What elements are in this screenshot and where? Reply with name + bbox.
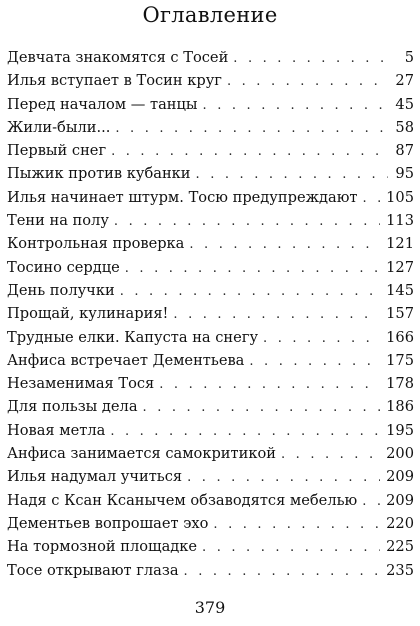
toc-entry-title: Новая метла bbox=[7, 421, 106, 439]
toc-entry-title: Контрольная проверка bbox=[7, 235, 185, 253]
dot-leader bbox=[114, 210, 380, 233]
toc-entry-title: Для пользы дела bbox=[7, 398, 138, 416]
toc-entry-title: Надя с Ксан Ксанычем обзаводятся мебелью bbox=[7, 491, 358, 509]
dot-leader bbox=[184, 560, 381, 583]
toc-entry-title: Илья надумал учиться bbox=[7, 468, 183, 486]
dot-leader bbox=[281, 443, 380, 466]
dot-leader bbox=[187, 466, 380, 489]
toc-entry-title: Анфиса встречает Дементьева bbox=[7, 351, 245, 369]
toc-entry-page: 45 bbox=[395, 95, 414, 113]
toc-entry-page: 157 bbox=[386, 305, 414, 323]
toc-entry bbox=[7, 232, 414, 255]
toc-entry-page: 121 bbox=[386, 235, 414, 253]
toc-entry-page: 87 bbox=[395, 142, 414, 160]
toc-entry-page: 166 bbox=[386, 328, 414, 346]
dot-leader bbox=[189, 233, 380, 256]
dot-leader bbox=[173, 303, 380, 326]
dot-leader bbox=[249, 350, 380, 373]
toc-entry bbox=[7, 442, 414, 465]
dot-leader bbox=[111, 140, 388, 163]
toc-entry-page: 5 bbox=[404, 49, 414, 66]
dot-leader bbox=[196, 163, 388, 186]
toc-entry-title: День получки bbox=[7, 281, 115, 299]
toc-entry bbox=[7, 326, 414, 349]
toc-entry bbox=[7, 419, 414, 442]
toc-entry bbox=[7, 93, 414, 116]
dot-leader bbox=[115, 117, 388, 140]
toc-entry bbox=[7, 559, 414, 582]
toc-entry bbox=[7, 302, 414, 325]
toc-entry bbox=[7, 465, 414, 488]
toc-entry-title: Тосино сердце bbox=[7, 258, 120, 276]
toc-entry-page: 220 bbox=[386, 514, 414, 532]
toc-entry-title: Илья начинает штурм. Тосю предупреждают bbox=[7, 188, 358, 206]
toc-entry-page: 145 bbox=[386, 281, 414, 299]
toc-entry bbox=[7, 162, 414, 185]
toc-entry-title: Первый снег bbox=[7, 142, 107, 160]
toc-entry-page: 113 bbox=[386, 212, 414, 230]
toc-entry bbox=[7, 535, 414, 558]
toc-entry bbox=[7, 489, 414, 512]
dot-leader bbox=[263, 327, 380, 350]
toc-entry-page: 235 bbox=[386, 561, 414, 579]
toc-entry-page: 58 bbox=[395, 118, 414, 136]
toc-entry-page: 127 bbox=[386, 258, 414, 276]
toc-entry-page: 175 bbox=[386, 351, 414, 369]
page-number: 379 bbox=[194, 598, 226, 617]
toc-entry-page: 209 bbox=[386, 491, 414, 509]
toc-entry-title: Анфиса занимается самокритикой bbox=[7, 445, 276, 463]
toc-entry bbox=[7, 139, 414, 162]
toc-entry-page: 178 bbox=[386, 375, 414, 393]
toc-entry-title: Незаменимая Тося bbox=[7, 375, 155, 393]
toc-entry-title: Пыжик против кубанки bbox=[7, 165, 191, 183]
dot-leader bbox=[362, 490, 380, 513]
toc-entry-title: Девчата знакомятся с Тосей bbox=[7, 49, 229, 66]
toc-entry-page: 105 bbox=[386, 188, 414, 206]
toc-entry-title: Жили-были... bbox=[7, 118, 111, 136]
toc-entry-title: Илья вступает в Тосин круг bbox=[7, 72, 222, 90]
toc-entry bbox=[7, 256, 414, 279]
page-title: Оглавление bbox=[142, 3, 278, 27]
dot-leader bbox=[110, 420, 380, 443]
toc-entry-page: 200 bbox=[386, 445, 414, 463]
toc-entry bbox=[7, 186, 414, 209]
dot-leader bbox=[202, 536, 380, 559]
dot-leader bbox=[125, 257, 380, 280]
toc-entry-page: 27 bbox=[395, 72, 414, 90]
toc-entry bbox=[7, 395, 414, 418]
toc-entry bbox=[7, 116, 414, 139]
toc-entry-title: Тосе открывают глаза bbox=[7, 561, 179, 579]
toc-entry bbox=[7, 46, 414, 69]
dot-leader bbox=[227, 70, 388, 93]
toc-entry-page: 195 bbox=[386, 421, 414, 439]
dot-leader bbox=[213, 513, 380, 536]
toc-entry-title: На тормозной площадке bbox=[7, 538, 198, 556]
toc-entry-title: Перед началом — танцы bbox=[7, 95, 198, 113]
dot-leader bbox=[143, 396, 381, 419]
toc-entry bbox=[7, 279, 414, 302]
toc-entry-page: 95 bbox=[395, 165, 414, 183]
dot-leader bbox=[362, 187, 380, 210]
toc-entry-page: 186 bbox=[386, 398, 414, 416]
toc-entry bbox=[7, 349, 414, 372]
toc-entry bbox=[7, 372, 414, 395]
dot-leader bbox=[203, 94, 388, 117]
toc-entry-page: 225 bbox=[386, 538, 414, 556]
toc-entry-page: 209 bbox=[386, 468, 414, 486]
toc-entry-title: Прощай, кулинария! bbox=[7, 305, 169, 323]
dot-leader bbox=[233, 47, 388, 70]
toc-entry bbox=[7, 69, 414, 92]
dot-leader bbox=[159, 373, 380, 396]
toc-entry bbox=[7, 512, 414, 535]
dot-leader bbox=[120, 280, 380, 303]
table-of-contents bbox=[7, 46, 414, 582]
toc-entry-title: Тени на полу bbox=[7, 212, 109, 230]
toc-entry bbox=[7, 209, 414, 232]
toc-entry-title: Дементьев вопрошает эхо bbox=[7, 514, 209, 532]
toc-entry-title: Трудные елки. Капуста на снегу bbox=[7, 328, 259, 346]
